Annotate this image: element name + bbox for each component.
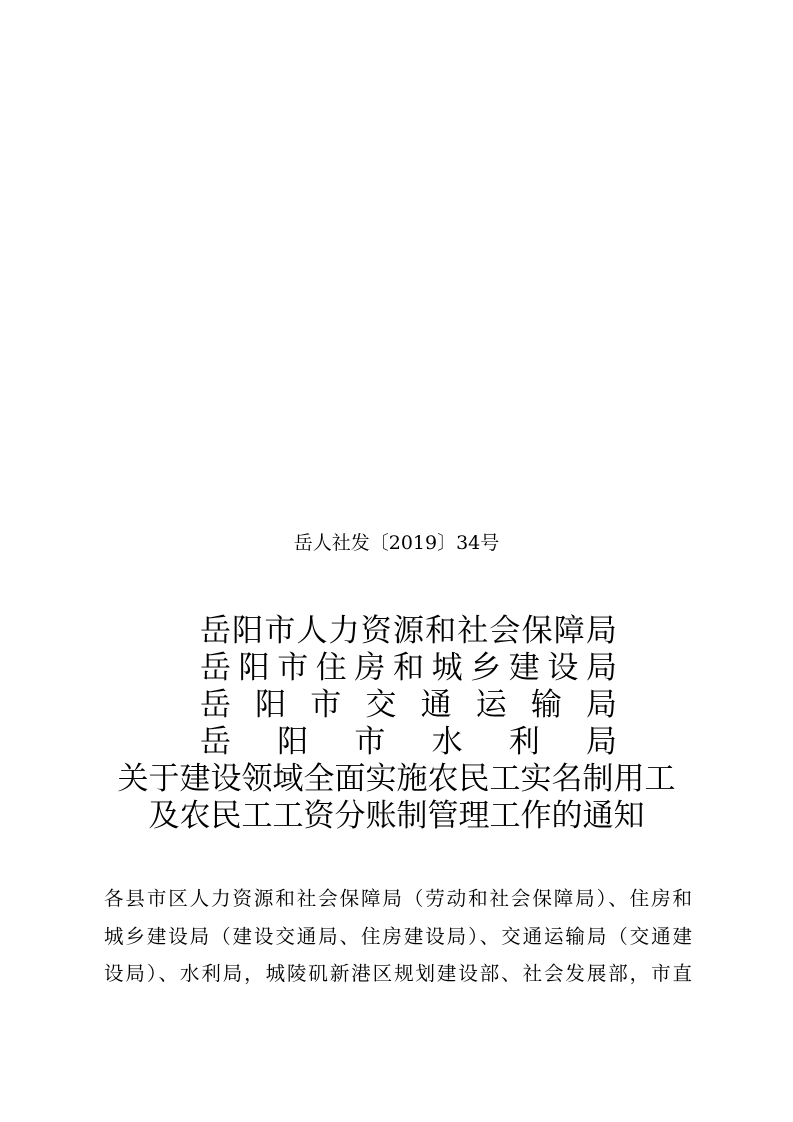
agency-char: 水	[431, 724, 463, 760]
agency-char: 会	[489, 613, 521, 649]
agency-char: 岳	[200, 724, 231, 760]
document-number: 岳人社发〔2019〕34号	[293, 532, 500, 554]
agency-line-hrss	[200, 613, 617, 649]
agency-char: 保	[521, 613, 553, 649]
agency-char: 阳	[255, 687, 287, 723]
agency-char: 房	[354, 650, 386, 686]
agency-char: 利	[508, 724, 540, 760]
agency-char: 和	[425, 613, 457, 649]
agency-char: 局	[585, 724, 617, 760]
notice-body	[104, 880, 692, 993]
agency-char: 障	[553, 613, 585, 649]
agency-char: 社	[457, 613, 489, 649]
agency-line-housing	[200, 650, 617, 686]
agency-char: 岳	[200, 650, 231, 686]
agency-char: 城	[431, 650, 463, 686]
agency-char: 源	[392, 613, 424, 649]
agency-char: 力	[328, 613, 360, 649]
agency-char: 局	[585, 650, 617, 686]
agency-char: 市	[310, 687, 342, 723]
agency-char: 通	[420, 687, 452, 723]
body-line-1: 各县市区人力资源和社会保障局（劳动和社会保障局）、住房和	[104, 887, 692, 910]
agency-char: 交	[365, 687, 397, 723]
agency-char: 阳	[277, 724, 309, 760]
agency-char: 局	[585, 613, 617, 649]
agency-char: 运	[475, 687, 507, 723]
agency-char: 住	[315, 650, 347, 686]
agency-line-transport	[200, 687, 617, 723]
body-line-3: 设局）、水利局，城陵矶新港区规划建设部、社会发展部，市直	[104, 962, 692, 985]
agency-char: 市	[354, 724, 386, 760]
agency-char: 输	[530, 687, 562, 723]
agency-char: 阳	[232, 613, 264, 649]
agency-char: 岳	[200, 613, 231, 649]
agency-char: 市	[277, 650, 309, 686]
agency-char: 人	[296, 613, 328, 649]
agency-char: 设	[547, 650, 579, 686]
agency-char: 资	[360, 613, 392, 649]
agency-char: 和	[392, 650, 424, 686]
agency-line-water	[200, 724, 617, 760]
body-line-2: 城乡建设局（建设交通局、住房建设局）、交通运输局（交通建	[104, 924, 692, 948]
agency-char: 岳	[200, 687, 231, 723]
agency-char: 乡	[470, 650, 502, 686]
agency-char: 阳	[238, 650, 270, 686]
notice-title-line-1: 关于建设领域全面实施农民工实名制用工	[117, 761, 676, 797]
agency-char: 局	[585, 687, 617, 723]
agency-char: 市	[264, 613, 296, 649]
notice-title-line-2: 及农民工工资分账制管理工作的通知	[148, 798, 645, 834]
agency-char: 建	[508, 650, 540, 686]
